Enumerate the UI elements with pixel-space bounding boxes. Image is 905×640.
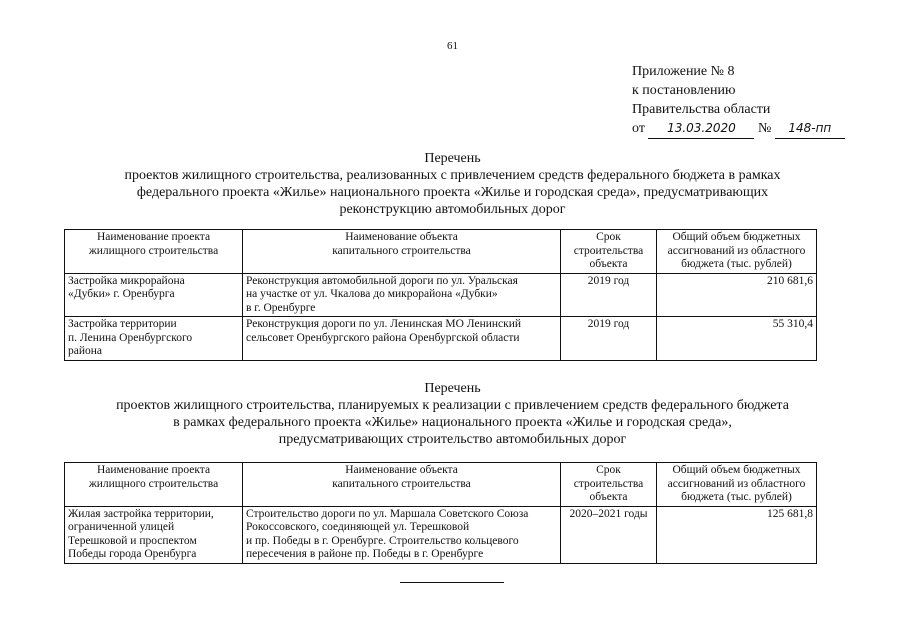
header-object: Наименование объекта капитального строительства [243, 230, 561, 274]
section1-subtitle-line: федерального проекта «Жилье» национального проекта «Жилье и городская среда», предусматривающих [136, 185, 769, 200]
section2-title: Перечень [424, 381, 481, 396]
appendix-date-line [632, 119, 845, 139]
header-term: Срок строительства объекта [561, 230, 657, 274]
cell-project: Жилая застройка территории, ограниченной улицей Терешковой и проспектом Победы города Оренбурга [65, 506, 243, 563]
end-rule [400, 582, 504, 583]
header-object: Наименование объекта капитального строительства [243, 463, 561, 507]
cell-object: Реконструкция автомобильной дороги по ул. Уральская на участке от ул. Чкалова до микрорайона «Дубки» в г. Оренбурге [243, 273, 561, 317]
section2-table [64, 462, 817, 564]
appendix-block [632, 62, 845, 139]
number-sign: № [757, 121, 772, 136]
cell-budget: 210 681,6 [657, 273, 817, 317]
cell-object: Строительство дороги по ул. Маршала Советского Союза Рокоссовского, соединяющей ул. Терешковой и пр. Победы в г. Оренбурге. Строительство кольцевого пересечения в районе пр. Победы в г. Оренбурге [243, 506, 561, 563]
cell-budget: 55 310,4 [657, 317, 817, 361]
table-row [65, 317, 817, 361]
section2-heading [0, 380, 905, 448]
cell-project: Застройка микрорайона «Дубки» г. Оренбурга [65, 273, 243, 317]
cell-term: 2019 год [561, 273, 657, 317]
section1-title: Перечень [424, 151, 481, 166]
appendix-line-2: к постановлению [632, 83, 736, 98]
table-header-row [65, 463, 817, 507]
appendix-line-1: Приложение № 8 [632, 64, 735, 79]
header-budget: Общий объем бюджетных ассигнований из областного бюджета (тыс. рублей) [657, 463, 817, 507]
page-number: 61 [447, 40, 458, 52]
handwritten-date: 13.03.2020 [648, 119, 754, 139]
date-prefix: от [632, 121, 645, 136]
handwritten-number: 148-пп [775, 119, 845, 139]
header-project: Наименование проекта жилищного строительства [65, 463, 243, 507]
section2-subtitle-line: в рамках федерального проекта «Жилье» национального проекта «Жилье и городская среда», [173, 415, 732, 430]
section1-table [64, 229, 817, 361]
header-term: Срок строительства объекта [561, 463, 657, 507]
section2-subtitle-line: проектов жилищного строительства, планируемых к реализации с привлечением средств федерального бюджета [116, 398, 789, 413]
cell-budget: 125 681,8 [657, 506, 817, 563]
section2-subtitle-line: предусматривающих строительство автомобильных дорог [278, 432, 627, 447]
section1-heading [0, 150, 905, 218]
section1-subtitle-line: реконструкцию автомобильных дорог [339, 202, 566, 217]
cell-term: 2019 год [561, 317, 657, 361]
header-project: Наименование проекта жилищного строительства [65, 230, 243, 274]
cell-project: Застройка территории п. Ленина Оренбургского района [65, 317, 243, 361]
table-header-row [65, 230, 817, 274]
table-row [65, 273, 817, 317]
section1-subtitle-line: проектов жилищного строительства, реализованных с привлечением средств федерального бюджета в рамках [124, 168, 781, 183]
header-budget: Общий объем бюджетных ассигнований из областного бюджета (тыс. рублей) [657, 230, 817, 274]
cell-term: 2020–2021 годы [561, 506, 657, 563]
appendix-line-3: Правительства области [632, 102, 771, 117]
table-row [65, 506, 817, 563]
cell-object: Реконструкция дороги по ул. Ленинская МО Ленинский сельсовет Оренбургского района Оренбургской области [243, 317, 561, 361]
